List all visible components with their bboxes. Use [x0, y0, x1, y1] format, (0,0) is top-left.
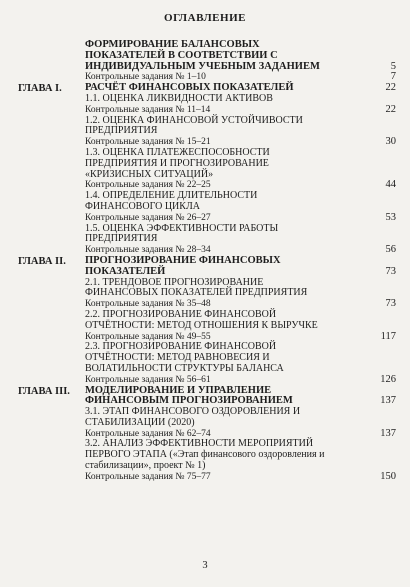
toc-page-number: 53 — [385, 211, 396, 223]
toc-entry — [0, 105, 410, 116]
toc-entry-text: Контрольные задания № 22–25 — [85, 180, 211, 191]
toc-page-number: 22 — [385, 82, 396, 94]
toc-page-number: 73 — [385, 298, 396, 310]
toc-page-number: 44 — [385, 179, 396, 191]
toc-entry — [0, 224, 410, 246]
toc-page-number: 5 — [390, 60, 396, 72]
toc-title: ОГЛАВЛЕНИЕ — [164, 12, 246, 24]
toc-page-number: 126 — [380, 373, 396, 385]
toc-entry — [0, 256, 410, 278]
toc-entry-text: 1.3. ОЦЕНКА ПЛАТЕЖЕСПОСОБНОСТИ ПРЕДПРИЯТИЯ И ПРОГНОЗИРОВАНИЕ «КРИЗИСНЫХ СИТУАЦИЙ» — [85, 146, 270, 180]
toc-entry-text: ПРОГНОЗИРОВАНИЕ ФИНАНСОВЫХ ПОКАЗАТЕЛЕЙ — [85, 254, 281, 277]
chapter-label: ГЛАВА II. — [18, 255, 66, 267]
toc-entry — [0, 94, 410, 105]
toc-entry — [0, 472, 410, 483]
toc-entry — [0, 148, 410, 180]
toc-entry — [0, 213, 410, 224]
toc-entry — [0, 375, 410, 386]
toc-page-number: 30 — [385, 136, 396, 148]
toc-entry-text: Контрольные задания № 26–27 — [85, 212, 211, 223]
toc-entry — [0, 342, 410, 374]
toc-entry-text: 1.1. ОЦЕНКА ЛИКВИДНОСТИ АКТИВОВ — [85, 92, 273, 104]
toc-page-number: 117 — [380, 330, 396, 342]
toc-page-number: 22 — [385, 103, 396, 115]
toc-entry-text: Контрольные задания № 1–10 — [85, 72, 206, 83]
toc-entry — [0, 310, 410, 332]
toc-entry — [0, 439, 410, 471]
toc-page-number: 7 — [390, 71, 396, 83]
toc-entry-text: Контрольные задания № 28–34 — [85, 245, 211, 256]
toc-entry — [0, 386, 410, 408]
toc-entry-text: 3.1. ЭТАП ФИНАНСОВОГО ОЗДОРОВЛЕНИЯ И СТАБИЛИЗАЦИИ (2020) — [85, 406, 301, 428]
toc-page-number: 150 — [380, 470, 396, 482]
toc-entry-text: Контрольные задания № 11–14 — [85, 104, 211, 115]
toc-entry — [0, 191, 410, 213]
toc-entry-text: 2.2. ПРОГНОЗИРОВАНИЕ ФИНАНСОВОЙ ОТЧЁТНОСТИ: МЕТОД ОТНОШЕНИЯ К ВЫРУЧКЕ — [85, 308, 318, 331]
toc-entry-text: 1.2. ОЦЕНКА ФИНАНСОВОЙ УСТОЙЧИВОСТИ ПРЕДПРИЯТИЯ — [85, 114, 303, 137]
toc-entry-text: Контрольные задания № 62–74 — [85, 428, 211, 439]
chapter-label: ГЛАВА III. — [18, 385, 70, 397]
toc-entry-text: 1.5. ОЦЕНКА ЭФФЕКТИВНОСТИ РАБОТЫ ПРЕДПРИЯТИЯ — [85, 222, 279, 245]
toc-entry-text: Контрольные задания № 35–48 — [85, 299, 211, 310]
toc-entry-text: РАСЧЁТ ФИНАНСОВЫХ ПОКАЗАТЕЛЕЙ — [85, 82, 294, 94]
toc-page-number: 73 — [385, 265, 396, 277]
toc-entry-text: Контрольные задания № 75–77 — [85, 471, 211, 482]
toc-list — [0, 40, 410, 483]
toc-entry-text: ФОРМИРОВАНИЕ БАЛАНСОВЫХ ПОКАЗАТЕЛЕЙ В СООТВЕТСТВИИ С ИНДИВИДУАЛЬНЫМ УЧЕБНЫМ ЗАДАНИЕМ — [85, 39, 320, 72]
toc-entry-text: 3.2. АНАЛИЗ ЭФФЕКТИВНОСТИ МЕРОПРИЯТИЙ ПЕРВОГО ЭТАПА («Этап финансового оздоровления и стабилизации», проект № 1) — [85, 438, 325, 472]
toc-entry-text: Контрольные задания № 56–61 — [85, 374, 211, 385]
toc-entry — [0, 40, 410, 72]
toc-page-number: 137 — [380, 395, 396, 407]
toc-entry-text: 1.4. ОПРЕДЕЛЕНИЕ ДЛИТЕЛЬНОСТИ ФИНАНСОВОГО ЦИКЛА — [85, 190, 258, 212]
toc-entry-text: 2.1. ТРЕНДОВОЕ ПРОГНОЗИРОВАНИЕ ФИНАНСОВЫХ ПОКАЗАТЕЛЕЙ ПРЕДПРИЯТИЯ — [85, 276, 308, 299]
toc-entry — [0, 278, 410, 300]
toc-entry-text: Контрольные задания № 49–55 — [85, 331, 211, 342]
toc-entry-text: МОДЕЛИРОВАНИЕ И УПРАВЛЕНИЕ ФИНАНСОВЫМ ПРОГНОЗИРОВАНИЕМ — [85, 384, 293, 407]
toc-page-number: 56 — [385, 244, 396, 256]
toc-entry-text: Контрольные задания № 15–21 — [85, 137, 211, 148]
toc-entry — [0, 116, 410, 138]
toc-page-number: 137 — [380, 427, 396, 439]
toc-entry-text: 2.3. ПРОГНОЗИРОВАНИЕ ФИНАНСОВОЙ ОТЧЁТНОСТИ: МЕТОД РАВНОВЕСИЯ И ВОЛАТИЛЬНОСТИ СТРУКТУРЫ БАЛАНСА — [85, 341, 284, 374]
toc-entry — [0, 407, 410, 429]
page-number: 3 — [202, 560, 208, 571]
chapter-label: ГЛАВА I. — [18, 83, 62, 95]
